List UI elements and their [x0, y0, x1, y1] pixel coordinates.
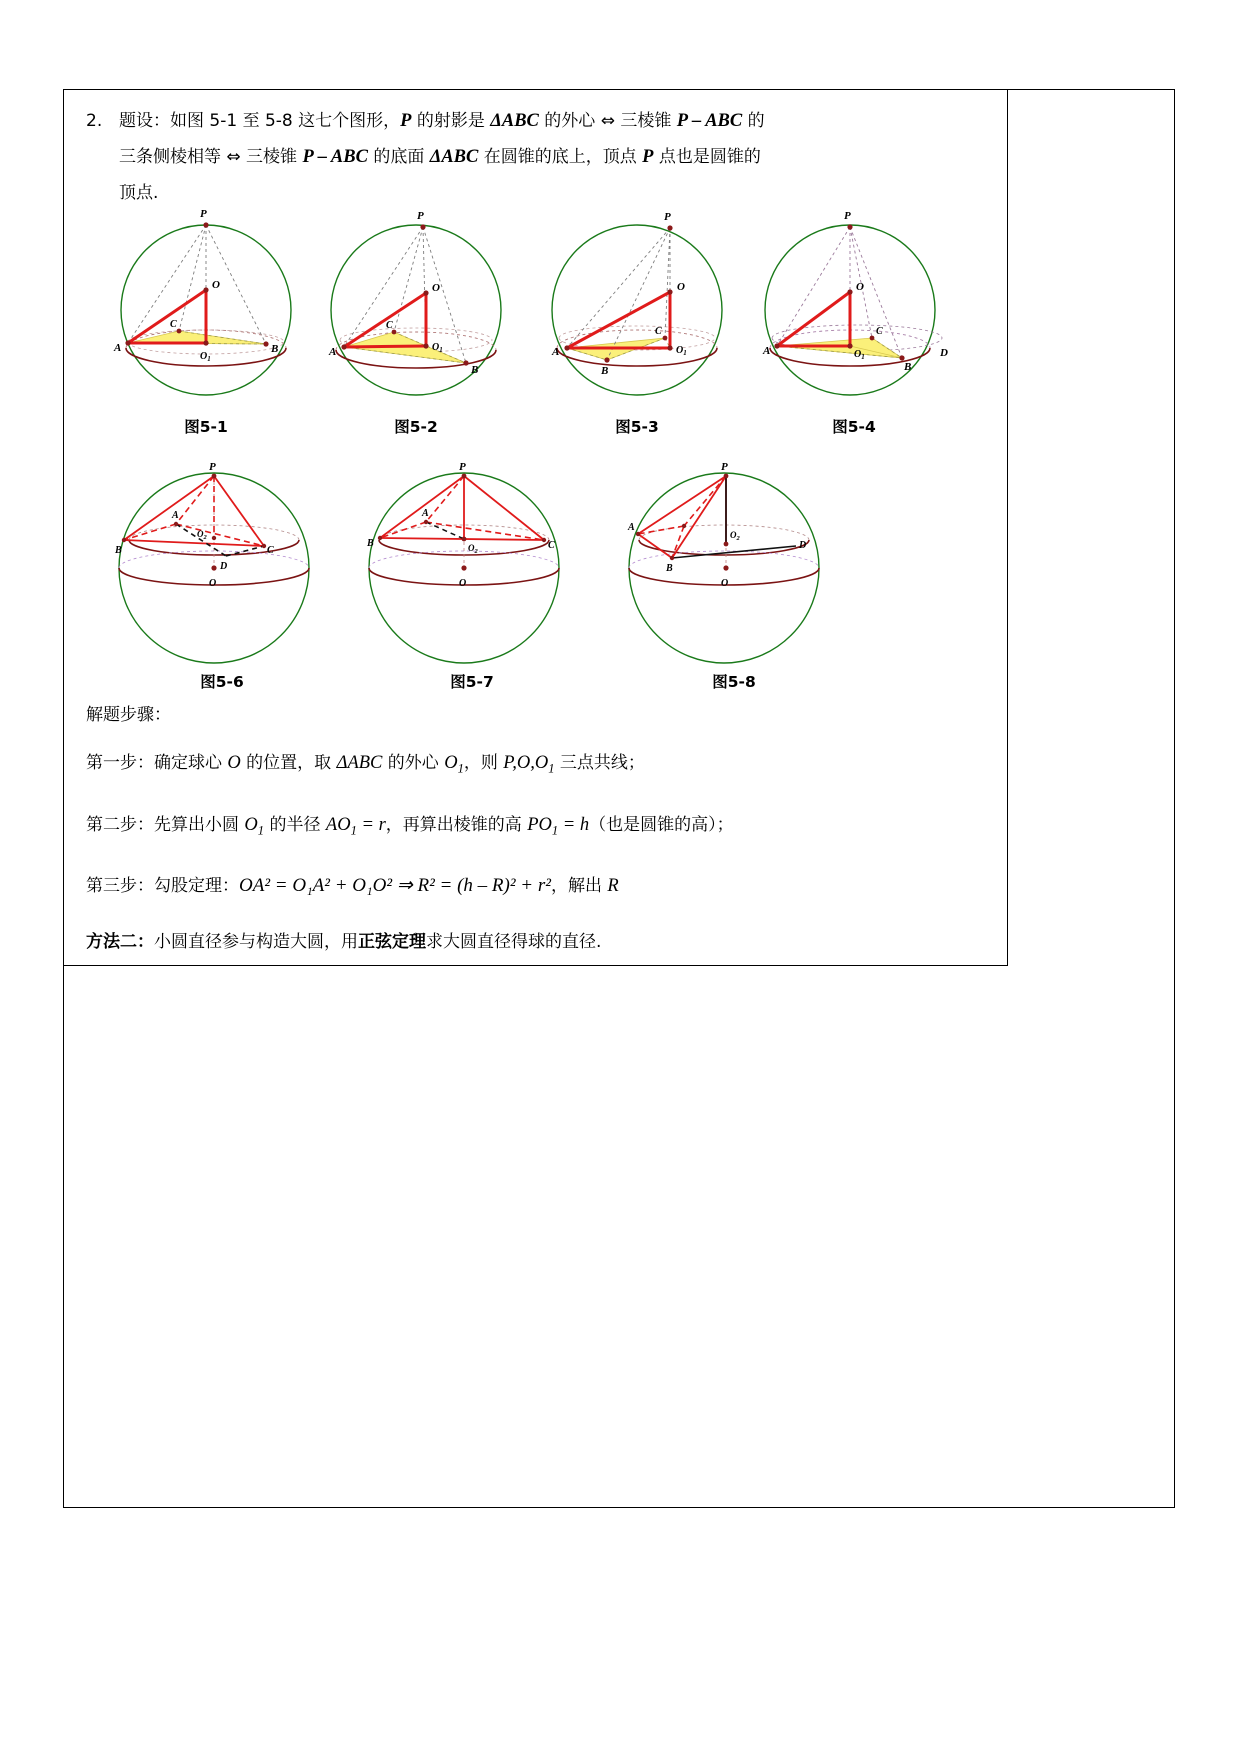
step1-mid1: 的位置，取: [240, 753, 337, 773]
step2-m1-wrap: [244, 814, 265, 838]
figure-5-6-svg: [114, 458, 314, 673]
step-3: [86, 871, 996, 901]
step3-prefix: 第三步：勾股定理：: [86, 876, 239, 897]
pyramid-red-edges: [638, 476, 726, 558]
pyramid-red-edges: [380, 476, 544, 540]
label-O: O: [212, 279, 220, 291]
step2-m2-wrap: [325, 814, 386, 838]
label-P: P: [200, 208, 207, 220]
caption-5-6: 图5-6: [200, 673, 244, 691]
label-O2: $O_2$: [468, 543, 478, 555]
label-C: C: [386, 320, 393, 331]
step-1: [86, 748, 996, 784]
line2-m2: ΔABC: [429, 147, 479, 167]
label-D: D: [220, 561, 228, 572]
step2-m1: O: [244, 814, 258, 835]
solution-steps: [86, 700, 996, 957]
line2-m3: P: [642, 147, 654, 167]
label-O2: $O_2$: [197, 529, 207, 541]
figure-5-7-svg: [364, 458, 564, 673]
label-A: A: [172, 510, 179, 521]
label-B: B: [471, 364, 479, 376]
line1-mid1: 的射影是: [411, 111, 491, 131]
black-dashed-segment: [426, 522, 464, 539]
step1-m4: P,O,O: [503, 753, 549, 773]
figure-5-8-svg: [624, 458, 824, 673]
label-P: P: [664, 211, 671, 223]
label-P: P: [844, 210, 851, 222]
label-A: A: [114, 342, 122, 354]
step2-m2: AO: [325, 814, 351, 835]
step1-tail: 三点共线；: [554, 753, 645, 773]
step1-m4sub: 1: [548, 761, 555, 776]
line1-m2: ΔABC: [490, 111, 539, 131]
label-P: P: [209, 461, 216, 473]
figure-5-2-svg: [316, 198, 516, 413]
statement-line-2: [119, 139, 986, 175]
label-P: P: [417, 210, 424, 222]
figure-5-8: [624, 458, 824, 678]
figure-5-4-svg: [752, 198, 962, 413]
step1-m3sub: 1: [457, 761, 464, 776]
line1-end: 的: [742, 111, 765, 131]
figure-5-3-svg: [537, 198, 737, 413]
label-C: C: [876, 326, 883, 337]
statement-line-1: [119, 103, 986, 139]
label-B: B: [601, 365, 609, 377]
step2-tail: （也是圆锥的高）；: [589, 814, 734, 835]
method2-label: 方法二：: [86, 932, 154, 953]
apex-dashed-lines: [128, 225, 266, 344]
small-circle-back: [559, 326, 715, 338]
item-number: 2.: [86, 111, 103, 131]
label-O: O: [209, 578, 217, 589]
label-O: O: [459, 578, 467, 589]
red-right-triangle: [777, 292, 850, 346]
step3-mid: ，解出: [550, 876, 608, 897]
statement-body: [119, 103, 986, 211]
label-D: D: [799, 540, 807, 551]
label-C: C: [267, 545, 274, 556]
step1-m4-wrap: [503, 753, 555, 776]
line2-end: 在圆锥的底上，顶点: [478, 147, 643, 167]
caption-5-2: 图5-2: [394, 418, 438, 436]
label-P: P: [459, 461, 466, 473]
label-C: C: [548, 540, 555, 551]
pyramid-red-hidden: [638, 476, 726, 558]
vertex-dots: [122, 474, 266, 571]
label-O1: $O_1$: [200, 351, 211, 363]
line2-pre: 三条侧棱相等 ⇔ 三棱锥: [119, 147, 303, 167]
step2-m2eq: = r: [356, 814, 386, 835]
label-A: A: [422, 508, 429, 519]
step2-mid1: 的半径: [264, 814, 326, 835]
vertex-dots: [125, 222, 268, 346]
caption-5-7: 图5-7: [450, 673, 494, 691]
label-D: D: [940, 347, 948, 359]
figure-5-3: [537, 198, 737, 418]
caption-5-1: 图5-1: [184, 418, 228, 436]
figure-5-2: [316, 198, 516, 418]
problem-statement: [86, 103, 986, 211]
step1-prefix: 第一步：确定球心: [86, 753, 228, 773]
label-A: A: [552, 346, 560, 358]
line2-mid: 的底面: [367, 147, 430, 167]
step2-m2sub: 1: [350, 823, 357, 838]
label-C: C: [170, 319, 177, 330]
label-O1: $O_1$: [676, 345, 687, 357]
label-P: P: [721, 461, 728, 473]
step2-m3: PO: [527, 814, 552, 835]
figure-5-7: [364, 458, 564, 678]
label-A: A: [763, 345, 771, 357]
line1-mid2: 的外心 ⇔ 三棱锥: [538, 111, 677, 131]
pyramid-red-hidden: [380, 476, 544, 540]
step1-m3: O: [444, 753, 458, 773]
label-B: B: [904, 361, 912, 373]
caption-5-8: 图5-8: [712, 673, 756, 691]
apex-dashed-lines: [777, 227, 902, 358]
step3-tail: R: [607, 876, 619, 897]
label-B: B: [367, 538, 374, 549]
line3: 顶点.: [119, 183, 159, 203]
method2-post: 求大圆直径得球的直径.: [426, 932, 602, 953]
figure-5-4: [752, 198, 962, 418]
step2-m3sub: 1: [551, 823, 559, 838]
label-B: B: [666, 563, 673, 574]
label-O1: $O_1$: [432, 342, 443, 354]
steps-heading-text: 解题步骤：: [86, 705, 171, 725]
figure-5-1-svg: [106, 198, 306, 413]
line2-tail: 点也是圆锥的: [653, 147, 761, 167]
label-C: C: [655, 326, 662, 337]
line1-m3: P – ABC: [676, 111, 743, 131]
step2-m3-wrap: [527, 814, 590, 838]
step1-m2: ΔABC: [336, 753, 383, 773]
label-B: B: [115, 545, 122, 556]
step1-mid3: ，则: [463, 753, 504, 773]
label-O: O: [856, 281, 864, 293]
step2-mid2: ，再算出棱锥的高: [385, 814, 528, 835]
line1-m1: P: [400, 111, 412, 131]
steps-heading: [86, 700, 996, 730]
step2-prefix: 第二步：先算出小圆: [86, 814, 245, 835]
label-O: O: [432, 282, 440, 294]
caption-5-4: 图5-4: [832, 418, 876, 436]
label-A: A: [329, 346, 337, 358]
method-2: [86, 927, 996, 957]
label-A: A: [628, 522, 635, 533]
method2-emph: 正弦定理: [358, 932, 426, 953]
line2-m1: P – ABC: [302, 147, 368, 167]
line1-pre: 题设：如图 5-1 至 5-8 这七个图形，: [119, 111, 401, 131]
label-O: O: [677, 281, 685, 293]
step2-m1sub: 1: [257, 823, 265, 838]
content-box: [63, 89, 1008, 966]
upper-circle-back: [639, 525, 809, 540]
step1-m3-wrap: [444, 753, 464, 776]
step1-mid2: 的外心: [382, 753, 445, 773]
step2-m3eq: = h: [558, 814, 590, 835]
step-2: [86, 810, 996, 846]
method2-pre: 小圆直径参与构造大圆，用: [154, 932, 358, 953]
step1-m1: O: [227, 753, 241, 773]
vertex-dots: [636, 474, 729, 571]
step3-formula: OA² = O₁A² + O₁O² ⇒ R² = (h – R)² + r²: [239, 875, 551, 897]
figure-5-6: [114, 458, 314, 678]
label-O2: $O_2$: [730, 530, 740, 542]
label-O1: $O_1$: [854, 349, 865, 361]
label-B: B: [271, 343, 279, 355]
caption-5-3: 图5-3: [615, 418, 659, 436]
figure-5-1: [106, 198, 306, 418]
label-O: O: [721, 578, 729, 589]
